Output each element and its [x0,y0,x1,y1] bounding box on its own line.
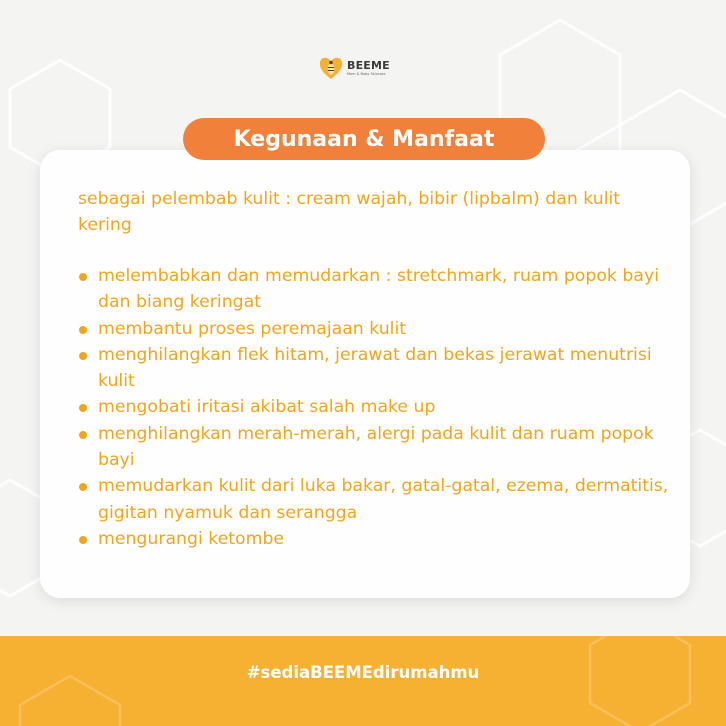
dot-bullet-icon [79,273,87,281]
list-item-text: menghilangkan flek hitam, jerawat dan bekas jerawat menutrisi kulit [98,344,652,392]
dot-bullet-icon [79,483,87,491]
brand-name: BEEME [347,58,390,72]
dot-bullet-icon [79,431,87,439]
list-item-text: mengurangi ketombe [98,528,285,549]
list-item [78,526,678,552]
hashtag-text: #sediaBEEMEdirumahmu [246,663,480,682]
brand-tagline: Mom & Baby Skincare [347,71,386,76]
list-item [78,263,678,316]
dot-bullet-icon [79,326,87,334]
benefits-list [78,263,678,552]
list-item-text: memudarkan kulit dari luka bakar, gatal-gatal, ezema, dermatitis, gigitan nyamuk dan serangga [98,476,669,523]
intro-text: sebagai pelembab kulit : cream wajah, bibir (lipbalm) dan kulit kering [78,189,621,235]
dot-bullet-icon [79,536,87,544]
dot-bullet-icon [79,404,87,412]
list-item [78,421,678,474]
page-title: Kegunaan & Manfaat [183,118,545,160]
bee-heart-icon [318,55,344,81]
brand-logo [318,55,390,81]
list-item [78,316,678,342]
list-item-text: membantu proses peremajaan kulit [98,318,407,339]
list-item [78,342,678,395]
list-item-text: menghilangkan merah-merah, alergi pada kulit dan ruam popok bayi [98,423,654,471]
list-item-text: melembabkan dan memudarkan : stretchmark, ruam popok bayi dan biang keringat [98,266,660,313]
footer-banner [0,636,726,726]
list-item [78,473,678,526]
dot-bullet-icon [79,352,87,360]
list-item-text: mengobati iritasi akibat salah make up [98,397,436,418]
list-item [78,394,678,420]
